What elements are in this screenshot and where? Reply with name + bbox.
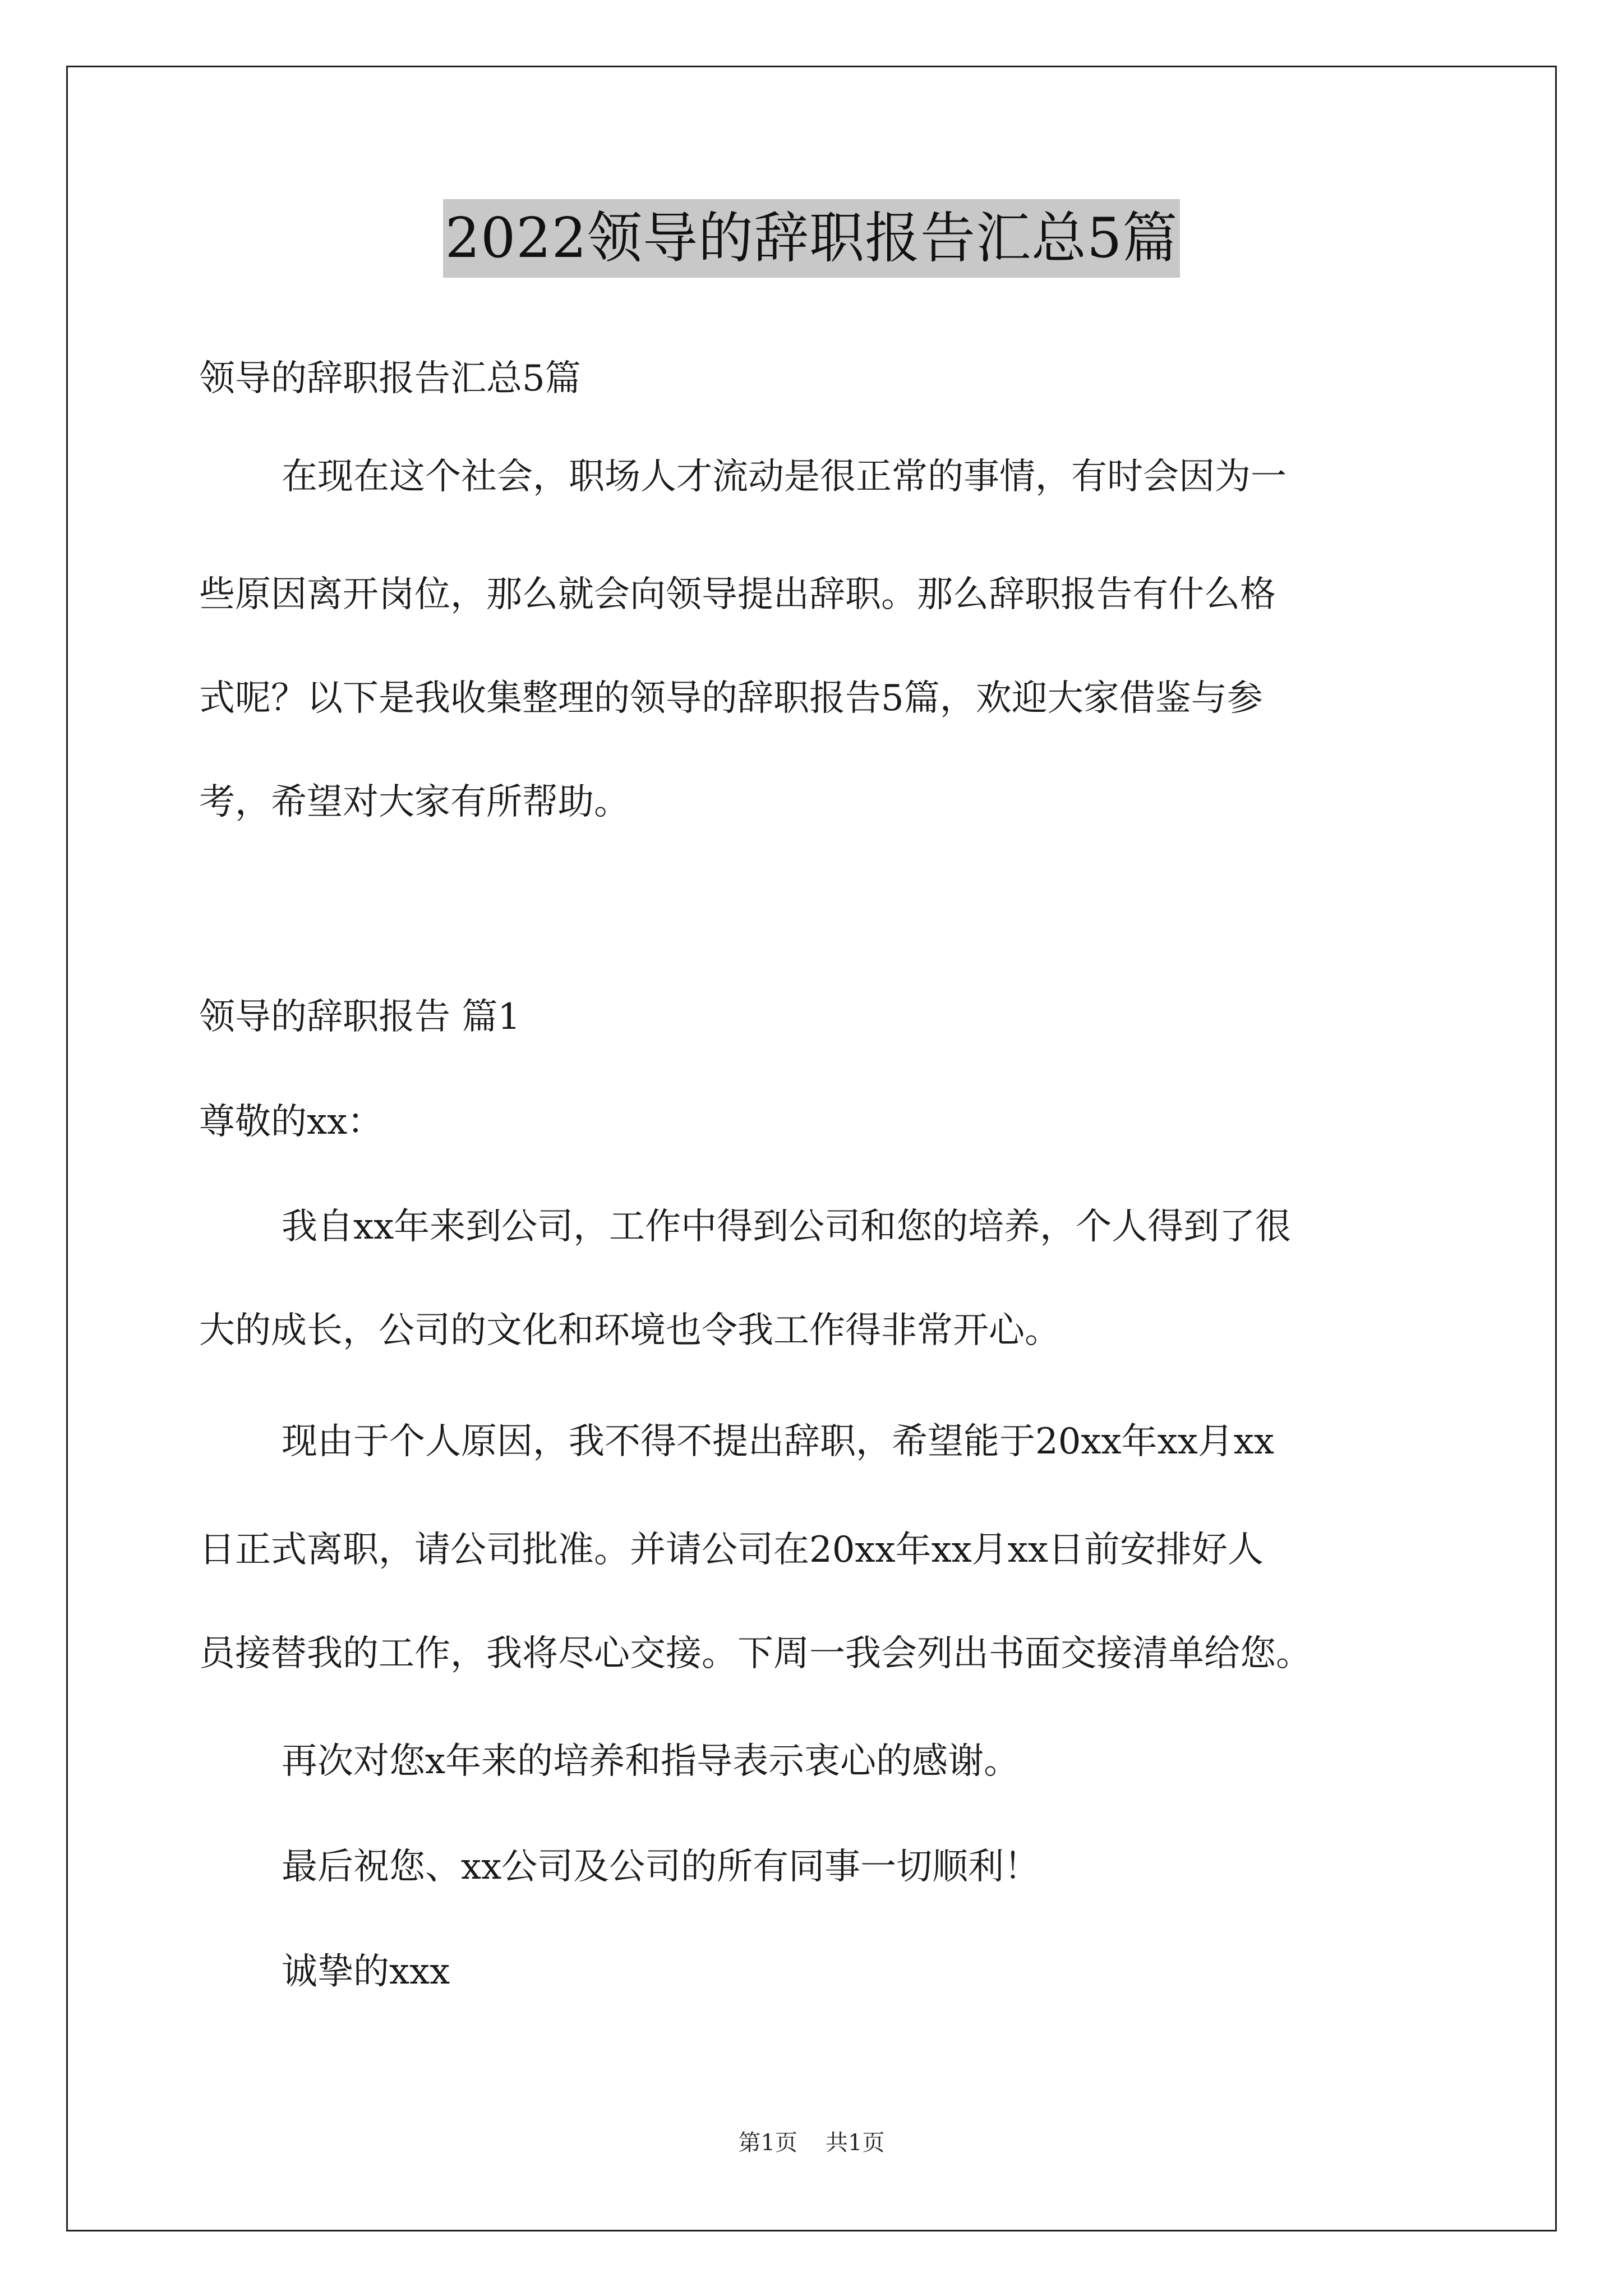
body-line-7: 最后祝您、xx公司及公司的所有同事一切顺利！ bbox=[282, 1846, 1040, 1888]
intro-line-1: 在现在这个社会，职场人才流动是很正常的事情，有时会因为一 bbox=[282, 456, 1287, 498]
page-total: 共1页 bbox=[826, 2130, 885, 2156]
body-line-3: 现由于个人原因，我不得不提出辞职，希望能于20xx年xx月xx bbox=[282, 1421, 1274, 1462]
intro-line-4: 考，希望对大家有所帮助。 bbox=[199, 781, 630, 823]
salutation: 尊敬的xx： bbox=[199, 1101, 384, 1143]
body-line-1: 我自xx年来到公司，工作中得到公司和您的培养，个人得到了很 bbox=[282, 1206, 1292, 1248]
intro-line-2: 些原因离开岗位，那么就会向领导提出辞职。那么辞职报告有什么格 bbox=[199, 574, 1276, 615]
section-heading: 领导的辞职报告 篇1 bbox=[199, 996, 521, 1038]
title-container bbox=[0, 199, 1623, 278]
document-subtitle: 领导的辞职报告汇总5篇 bbox=[199, 358, 581, 399]
body-line-4: 日正式离职，请公司批准。并请公司在20xx年xx月xx日前安排好人 bbox=[199, 1529, 1264, 1571]
body-line-5: 员接替我的工作，我将尽心交接。下周一我会列出书面交接清单给您。 bbox=[199, 1633, 1312, 1674]
page-current: 第1页 bbox=[738, 2130, 797, 2156]
body-line-2: 大的成长，公司的文化和环境也令我工作得非常开心。 bbox=[199, 1310, 1061, 1351]
body-line-8: 诚挚的xxx bbox=[282, 1951, 450, 1993]
document-title: 2022领导的辞职报告汇总5篇 bbox=[443, 199, 1181, 278]
intro-line-3: 式呢？以下是我收集整理的领导的辞职报告5篇，欢迎大家借鉴与参 bbox=[199, 678, 1263, 719]
body-line-6: 再次对您x年来的培养和指导表示衷心的感谢。 bbox=[282, 1741, 1020, 1782]
page-footer bbox=[0, 2126, 1623, 2160]
